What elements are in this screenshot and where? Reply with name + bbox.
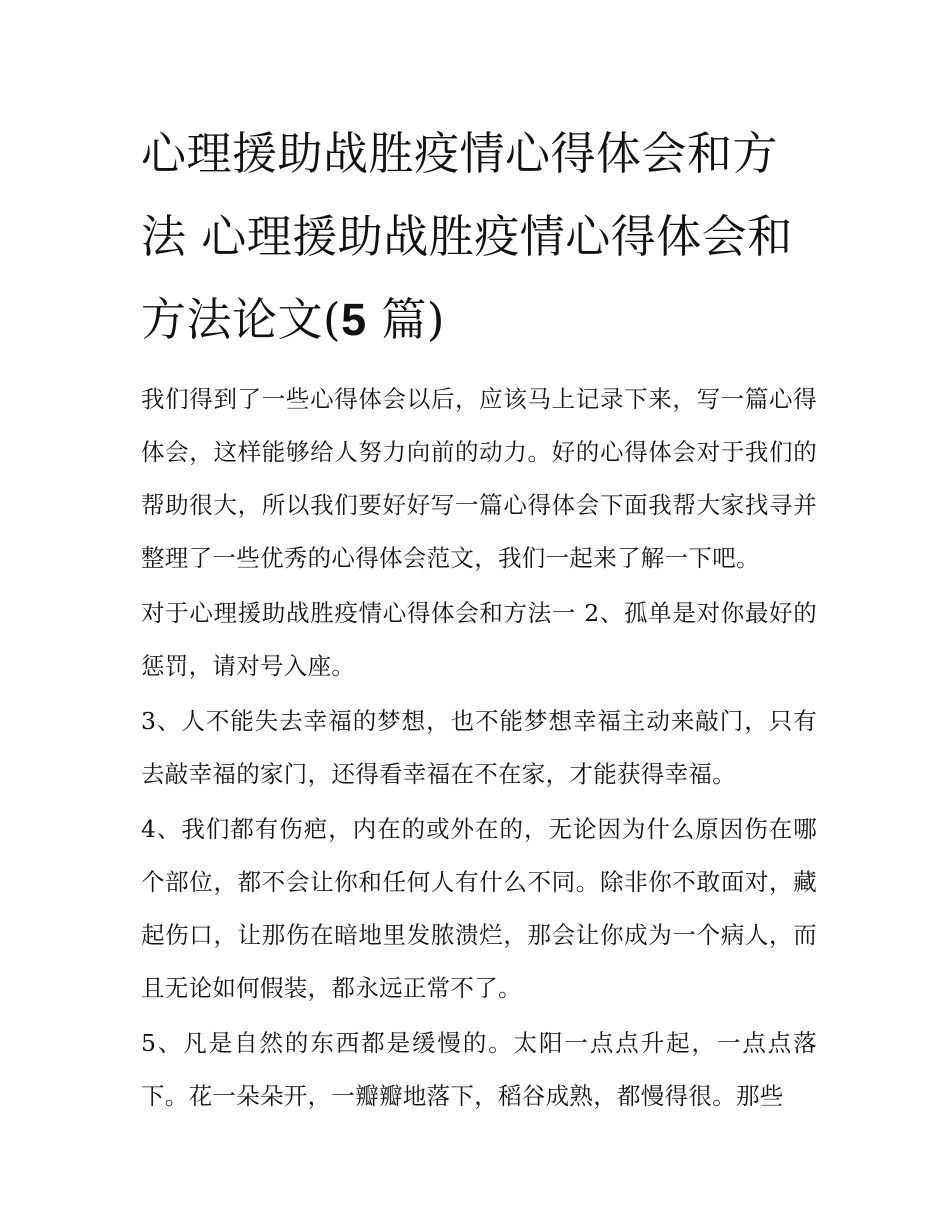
title-text: 心理援助战胜疫情心得体会和方法 心理援助战胜疫情心得体会和方法论文( xyxy=(141,127,793,346)
document-page xyxy=(141,112,817,1125)
paragraph-item-3: 3、人不能失去幸福的梦想，也不能梦想幸福主动来敲门，只有去敲幸福的家门，还得看幸福在不在家，才能获得幸福。 xyxy=(141,707,817,788)
title-count: 5 xyxy=(341,294,367,345)
intro-paragraph: 我们得到了一些心得体会以后，应该马上记录下来，写一篇心得体会，这样能够给人努力向前的动力。好的心得体会对于我们的帮助很大，所以我们要好好写一篇心得体会下面我帮大家找寻并整理了一些优秀的心得体会范文，我们一起来了解一下吧。 xyxy=(141,385,817,572)
document-title xyxy=(141,112,817,361)
title-suffix: 篇) xyxy=(366,293,445,346)
paragraph-item-5: 5、凡是自然的东西都是缓慢的。太阳一点点升起，一点点落下。花一朵朵开，一瓣瓣地落下，稻谷成熟，都慢得很。那些 xyxy=(141,1029,817,1110)
paragraph-item-2: 对于心理援助战胜疫情心得体会和方法一 2、孤单是对你最好的惩罚，请对号入座。 xyxy=(141,599,817,680)
paragraph-item-4: 4、我们都有伤疤，内在的或外在的，无论因为什么原因伤在哪个部位，都不会让你和任何人有什么不同。除非你不敢面对，藏起伤口，让那伤在暗地里发脓溃烂，那会让你成为一个病人，而且无论如何假装，都永远正常不了。 xyxy=(141,815,817,1002)
